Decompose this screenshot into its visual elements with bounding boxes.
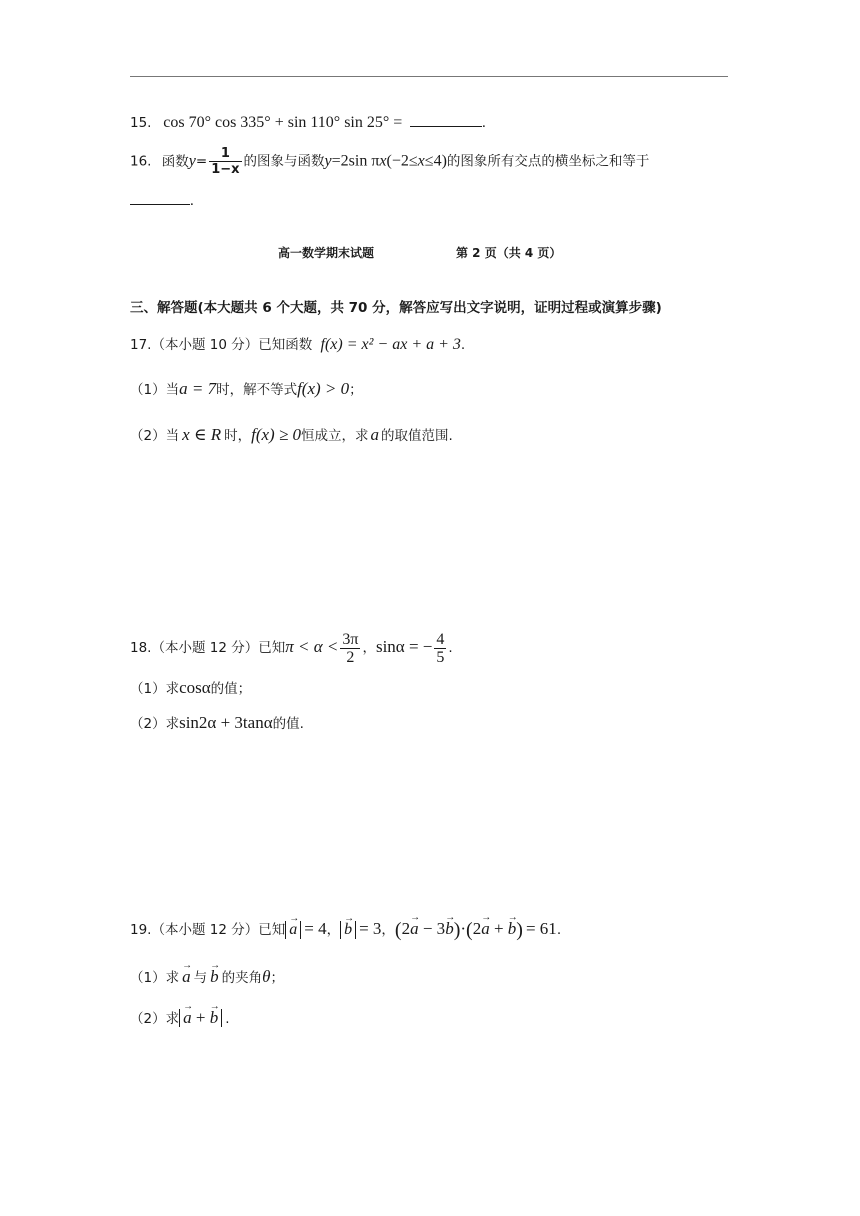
page-footer-title: 高一数学期末试题 [278, 246, 375, 260]
question-16-end: . [190, 193, 194, 209]
question-18-fraction-4-5 [434, 631, 446, 666]
question-19-part-1 [130, 966, 284, 989]
question-17-part-2-lead: （2）当 [130, 428, 180, 444]
question-18 [130, 628, 453, 667]
question-19-norm-b-value: = 3 [359, 919, 382, 938]
question-16-fraction-denominator: 1−x [211, 162, 240, 177]
question-19-part-1-lead: （1）求 [130, 970, 180, 986]
question-15-answer-blank [410, 112, 482, 127]
question-19-norm-a: → a [285, 921, 301, 939]
question-16-fraction-numerator: 1 [220, 146, 230, 161]
question-17-part-2-end: 的取值范围. [381, 428, 453, 444]
question-18-part-1 [130, 677, 251, 700]
question-18-part-2 [130, 712, 304, 735]
question-17-end: . [460, 337, 466, 353]
question-17-part-1-end: ； [349, 382, 363, 398]
question-19-part-2-lead: （2）求 [130, 1011, 180, 1027]
question-19: 19.（本小题 12 分）已知→ a = 4，→ b = 3，(2→ a − 3→ b)·(2→ a + → b) = 61. [130, 918, 561, 941]
question-19-part-1-end: ； [270, 970, 284, 986]
question-17-part-1-lead: （1）当 [130, 382, 180, 398]
question-16-answer-blank [130, 190, 190, 205]
question-16-text-1: 函数 [161, 153, 189, 170]
question-19-part-1-mid: 与 [193, 970, 208, 986]
question-17-part-2-mid2: 恒成立，求 [301, 428, 369, 444]
question-17-part-2-inequality: f(x) ≥ 0 [251, 425, 302, 444]
question-18-fraction-numerator: 3π [342, 630, 359, 648]
question-19-part-1-angle: 的夹角 [221, 970, 263, 986]
question-18-part-2-lead: （2）求 [130, 716, 180, 732]
question-16-text-3: 的图象所有交点的横坐标之和等于 [446, 153, 650, 170]
question-19-norm-sum: → a + → b [179, 1009, 222, 1027]
question-18-fraction-3pi-2 [340, 631, 360, 666]
question-18-part-2-end: 的值. [272, 716, 304, 732]
question-16-equals: = [195, 153, 208, 170]
question-16-answer-line [130, 190, 194, 212]
question-19-vector-a: → a [182, 967, 191, 986]
question-19-theta: θ [262, 967, 271, 986]
question-15 [130, 112, 486, 134]
header-rule [130, 76, 728, 77]
question-19-norm-b: → b [340, 921, 356, 939]
question-18-part-1-expression: cosα [179, 678, 211, 697]
question-19-part-2 [130, 1008, 229, 1030]
question-17-part-1-mid: 时，解不等式 [216, 382, 298, 398]
question-18-fraction2-numerator: 4 [436, 630, 445, 648]
page-footer-number: 第 2 页（共 4 页） [456, 246, 562, 260]
question-16-number: 16. [130, 153, 152, 170]
question-18-sin-alpha: sinα = − [375, 637, 433, 656]
question-16-var-x: x [379, 152, 387, 170]
question-19-norm-a-value: = 4 [304, 919, 327, 938]
question-19-dot-product-value: = 61 [525, 919, 557, 938]
section-heading: 三、解答题(本大题共 6 个大题，共 70 分，解答应写出文字说明，证明过程或演算步骤) [130, 300, 662, 316]
question-17-part-1-condition: a = 7 [179, 379, 217, 398]
question-18-interval: π < α < [285, 637, 339, 656]
question-16-text-2: 的图象与函数 [243, 153, 325, 170]
question-19-lead: 19.（本小题 12 分）已知 [130, 922, 286, 938]
question-17-function: f(x) = x² − ax + a + 3 [320, 336, 461, 353]
question-18-fraction2-denominator: 5 [436, 648, 445, 666]
question-19-vector-b: → b [210, 967, 219, 986]
question-16-var-x2: x [417, 152, 425, 170]
question-17-lead: 17.（本小题 10 分）已知函数 [130, 337, 313, 353]
question-16-var-y: y [188, 152, 196, 170]
question-17-part-2 [130, 424, 453, 447]
question-17-part-2-mid: 时， [224, 428, 252, 444]
question-16-range-start: (−2≤ [386, 152, 418, 170]
question-18-end: . [448, 640, 453, 656]
question-19-part-2-end: . [225, 1011, 230, 1027]
question-16-sin-expr: =2sin π [331, 152, 380, 170]
question-17-part-1-inequality: f(x) > 0 [297, 379, 350, 398]
question-15-number: 15. [130, 115, 152, 131]
question-19-dot-product: (2→ a − 3→ b)·(2→ a + → b) [395, 919, 523, 938]
question-18-lead: 18.（本小题 12 分）已知 [130, 640, 286, 656]
question-17-part-2-condition: x ∈ R [182, 425, 222, 444]
question-17 [130, 334, 465, 356]
question-18-part-1-lead: （1）求 [130, 681, 180, 697]
question-15-end: . [482, 115, 486, 131]
question-18-fraction-denominator: 2 [340, 648, 360, 666]
question-18-comma: ， [362, 640, 376, 656]
question-17-part-1 [130, 378, 363, 401]
question-16-fraction [209, 146, 241, 177]
question-18-part-1-end: 的值； [210, 681, 252, 697]
question-16-var-y2: y [324, 152, 332, 170]
question-16-range-end: ≤4) [424, 152, 447, 170]
question-18-part-2-expression: sin2α + 3tanα [179, 713, 273, 732]
question-17-part-2-var: a [370, 425, 380, 444]
question-15-expression: cos 70° cos 335° + sin 110° sin 25° = [163, 114, 403, 131]
question-16 [130, 146, 649, 177]
